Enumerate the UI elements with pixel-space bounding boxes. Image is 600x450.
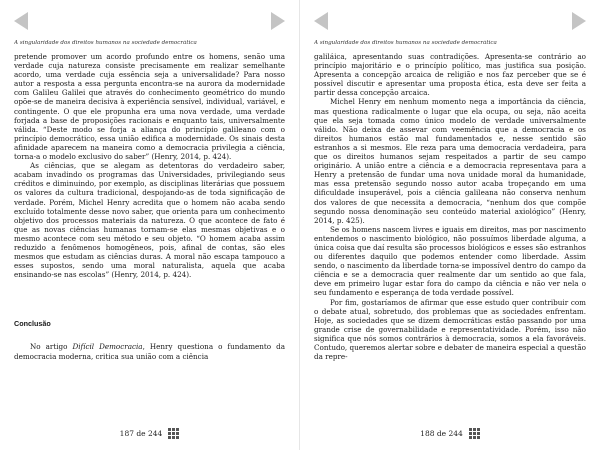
page-number: 188 de 244 (420, 428, 463, 438)
running-head: A singularidade dos direitos humanos na sociedade democrática (14, 40, 197, 46)
previous-page-arrow-icon[interactable] (14, 12, 28, 30)
right-page (300, 0, 600, 450)
paragraph (14, 342, 285, 360)
paragraph: Michel Henry em nenhum momento nega a importância da ciência, mas questiona radicalmente o lugar que ela ocupa, ou seja, não aceita que ela seja tomada como único modelo de verdade universalmente válido. Não deixa de assevar com veemência que a democracia e os direitos humanos estão mal fundamentados e, nesse sentido são estranhos a si mesmos. Ele reza para uma democracia verdadeira, para que os direitos humanos sejam respeitados a partir de seu campo originário. A união entre a ciência e a democracia representava para a Henry a pretensão de fundar uma nova unidade moral da humanidade, mas essa pretensão segundo nosso autor acaba tropeçando em uma dificuldade insuperável, pois a ciência galileana não conserva nenhum dos valores de que necessita a democracia, “nenhum dos que compõe segundo nossa denominação seu conteúdo material axiológico” (Henry, 2014, p. 425). (314, 97, 586, 225)
left-page-footer (0, 426, 299, 440)
paragraph-prefix: No artigo (30, 342, 73, 352)
paragraph: Se os homens nascem livres e iguais em direitos, mas por nascimento entendemos o nascimento biológico, não possuímos liberdade alguma, a única coisa que daí resulta são processos biológicos e esses são estranhos ou diferentes daquilo que podemos entender como liberdade. Assim sendo, o nascimento da liberdade torna-se impossível dentro do campo da ciência e se a democracia quer realmente dar um sentido ao que fala, deve em primeiro lugar estar fora do campo da ciência e não ver nela o seu fundamento e esperança de toda verdade possível. (314, 224, 586, 298)
grid-menu-icon[interactable] (469, 428, 480, 439)
grid-menu-icon[interactable] (168, 428, 179, 439)
paragraph-suffix: , Henry questiona o fundamento da democracia moderna, critica sua união com a ciência (14, 342, 285, 361)
section-heading: Conclusão (14, 319, 51, 329)
page-number: 187 de 244 (119, 428, 163, 438)
article-title: Difícil Democracia (72, 342, 143, 352)
previous-page-arrow-icon[interactable] (314, 12, 328, 30)
next-page-arrow-icon[interactable] (271, 12, 285, 30)
paragraph: pretende promover um acordo profundo entre os homens, senão uma verdade cuja natureza consiste precisamente em realizar semelhante acordo, uma verdade cuja essência seja a universalidade? Para nosso autor a resposta a essa pergunta encontra-se na aurora da modernidade com Galileu Galilei que através do conhecimento geométrico do mundo opõe-se de maneira decisiva à experiência sensível, individual, variável, e contingente. O que ele propunha era uma nova verdade, uma verdade forjada a base de proposições racionais e enquanto tais, universalmente válida. “Deste modo se forja a aliança do princípio galileano com o princípio democrático, essa união edifica a modernidade. Os sinais desta afinidade aparecem na maneira como a democracia privilegia a ciência, torna-a o modelo exclusivo do saber” (Henry, 2014, p. 424). (14, 52, 285, 162)
right-page-body (314, 52, 586, 414)
running-head: A singularidade dos direitos humanos na sociedade democrática (314, 40, 497, 46)
left-page-body (14, 52, 285, 414)
next-page-arrow-icon[interactable] (572, 12, 586, 30)
paragraph: Por fim, gostaríamos de afirmar que esse estudo quer contribuir com o debate atual, sobretudo, dos problemas que as sociedades enfrentam. Hoje, as sociedades que se dizem democráticas estão passando por uma grande crise de governabilidade e representatividade. Porém, isso não significa que nós somos contrários à democracia, somos a ela favoráveis. Contudo, queremos alertar sobre e debater de maneira especial a questão da repre- (314, 297, 586, 362)
paragraph: As ciências, que se alegam as detentoras do verdadeiro saber, acabam invadindo os programas das Universidades, privilegiando seus créditos e diminuindo, por exemplo, as disciplinas literárias que possuem os valores da cultura tradicional, despojando-as de toda significação de verdade. Porém, Michel Henry acredita que o homem não acaba sendo excluído totalmente desse novo saber, que orienta para um conhecimento objetivo dos processos materiais da natureza. O que acontece de fato é que as novas ciências humanas tornam-se elas mesmas objetivas e o mesmo acontece com seu método e seu objeto. “O homem acaba assim reduzido a fenômenos homogêneos, pois, afinal de contas, são eles mesmos que estudam as ciências duras. A moral não escapa tampouco a esses supostos, sendo uma moral naturalista, aquela que acaba ensinando-se nas escolas” (Henry, 2014, p. 424). (14, 161, 285, 280)
right-page-footer (300, 426, 600, 440)
paragraph: galiláica, apresentando suas contradições. Apresenta-se contrário ao princípio majoritário e o princípio político, mas justifica sua posição. Apresenta a concepção arcaica de religião e nos faz perceber que se é possível discutir e apresentar uma proposta ética, esta deve ser feita a partir dessa concepção arcaica. (314, 52, 586, 98)
